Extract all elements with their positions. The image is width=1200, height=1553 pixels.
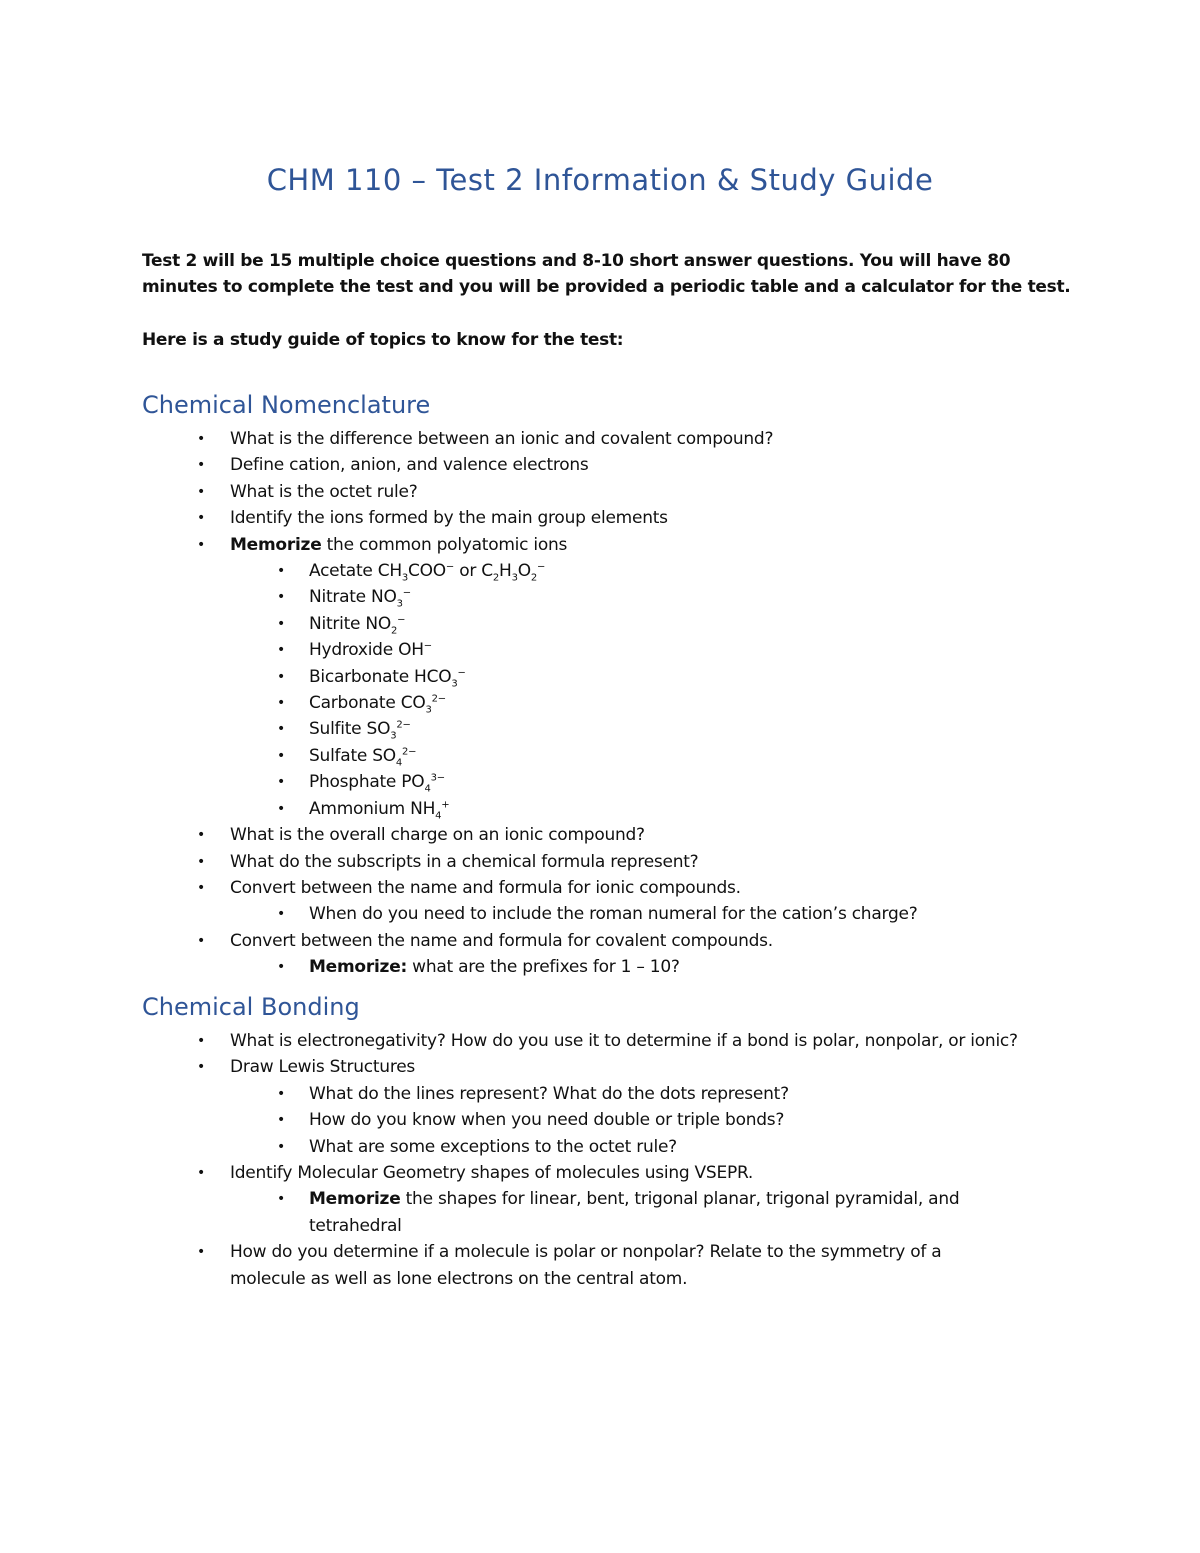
list-item: • What is the overall charge on an ionic compound? — [0, 822, 917, 848]
list-item: • Memorize the shapes for linear, bent, trigonal planar, trigonal pyramidal, and tetrahedral — [0, 1186, 1020, 1239]
ion-nitrite: • Nitrite $NO_2^-$ — [0, 611, 917, 637]
bullet-icon: • — [277, 563, 286, 580]
bullet-icon: • — [197, 1059, 206, 1076]
bullet-icon: • — [197, 932, 206, 949]
bullet-icon: • — [277, 800, 286, 817]
ion-sulfate: • Sulfate $SO_4^{2-}$ — [0, 743, 917, 769]
bonding-list — [0, 1028, 1020, 1292]
list-item: • How do you determine if a molecule is polar or nonpolar? Relate to the symmetry of a molecule as well as lone electrons on the central atom. — [0, 1239, 1020, 1292]
intro-paragraph: Test 2 will be 15 multiple choice questions and 8-10 short answer questions. You will have 80 minutes to complete the test and you will be provided a periodic table and a calculator for the test. — [142, 251, 1071, 297]
bullet-icon: • — [197, 879, 206, 896]
bullet-icon: • — [197, 483, 206, 500]
memorize-label: Memorize — [230, 534, 322, 555]
list-item: • Identify Molecular Geometry shapes of molecules using VSEPR. — [0, 1160, 1020, 1186]
bullet-icon: • — [197, 853, 206, 870]
bullet-icon: • — [277, 695, 286, 712]
list-item: • Convert between the name and formula for covalent compounds. — [0, 928, 917, 954]
bullet-icon: • — [277, 1138, 286, 1155]
heading-chemical-nomenclature: Chemical Nomenclature — [142, 391, 431, 419]
list-item: • Draw Lewis Structures — [0, 1054, 1020, 1080]
bullet-icon: • — [197, 536, 206, 553]
bullet-icon: • — [277, 774, 286, 791]
list-item: • Identify the ions formed by the main group elements — [0, 505, 917, 531]
ion-nitrate: • Nitrate $NO_3^-$ — [0, 584, 917, 610]
heading-chemical-bonding: Chemical Bonding — [142, 993, 360, 1021]
list-item: • What do the lines represent? What do the dots represent? — [0, 1081, 1020, 1107]
memorize-label: Memorize: — [309, 957, 408, 978]
list-item: • Define cation, anion, and valence electrons — [0, 452, 917, 478]
ion-phosphate: • Phosphate $PO_4^{3-}$ — [0, 769, 917, 795]
nomenclature-list — [0, 426, 917, 981]
bullet-icon: • — [197, 827, 206, 844]
list-item: • Memorize: what are the prefixes for 1 – 10? — [0, 954, 917, 980]
page-title: CHM 110 – Test 2 Information & Study Guide — [266, 163, 934, 197]
bullet-icon: • — [277, 906, 286, 923]
memorize-label: Memorize — [309, 1189, 401, 1210]
list-item: • Memorize the common polyatomic ions — [0, 532, 917, 558]
bullet-icon: • — [277, 1191, 286, 1208]
list-item: • What is the difference between an ionic and covalent compound? — [0, 426, 917, 452]
bullet-icon: • — [197, 431, 206, 447]
bullet-icon: • — [277, 1112, 286, 1129]
list-item: • What do the subscripts in a chemical formula represent? — [0, 849, 917, 875]
bullet-icon: • — [197, 510, 206, 527]
list-item: • What is electronegativity? How do you use it to determine if a bond is polar, nonpolar, or ionic? — [0, 1028, 1020, 1054]
bullet-icon: • — [197, 1165, 206, 1182]
bullet-icon: • — [197, 1244, 206, 1261]
bullet-icon: • — [277, 615, 286, 632]
bullet-icon: • — [277, 668, 286, 685]
ion-sulfite: • Sulfite $SO_3^{2-}$ — [0, 716, 917, 742]
bullet-icon: • — [277, 642, 286, 659]
ion-carbonate: • Carbonate $CO_3^{2-}$ — [0, 690, 917, 716]
ion-ammonium: • Ammonium $NH_4^+$ — [0, 796, 917, 822]
bullet-icon: • — [277, 959, 286, 976]
bullet-icon: • — [277, 747, 286, 764]
list-item: • What are some exceptions to the octet rule? — [0, 1134, 1020, 1160]
bullet-icon: • — [277, 1085, 286, 1102]
list-item: • How do you know when you need double or triple bonds? — [0, 1107, 1020, 1133]
study-guide-prompt: Here is a study guide of topics to know for the test: — [142, 330, 624, 350]
bullet-icon: • — [197, 457, 206, 474]
ion-bicarbonate: • Bicarbonate $HCO_3^-$ — [0, 664, 917, 690]
bullet-icon: • — [197, 1033, 206, 1049]
list-item: • When do you need to include the roman numeral for the cation’s charge? — [0, 901, 917, 927]
list-item: • What is the octet rule? — [0, 479, 917, 505]
ion-acetate: • Acetate $CH_3COO^-$ or $C_2H_3O_2^-$ — [0, 558, 917, 584]
list-item: • Convert between the name and formula for ionic compounds. — [0, 875, 917, 901]
bullet-icon: • — [277, 589, 286, 606]
bullet-icon: • — [277, 721, 286, 738]
ion-hydroxide: • Hydroxide OH− — [0, 637, 917, 663]
